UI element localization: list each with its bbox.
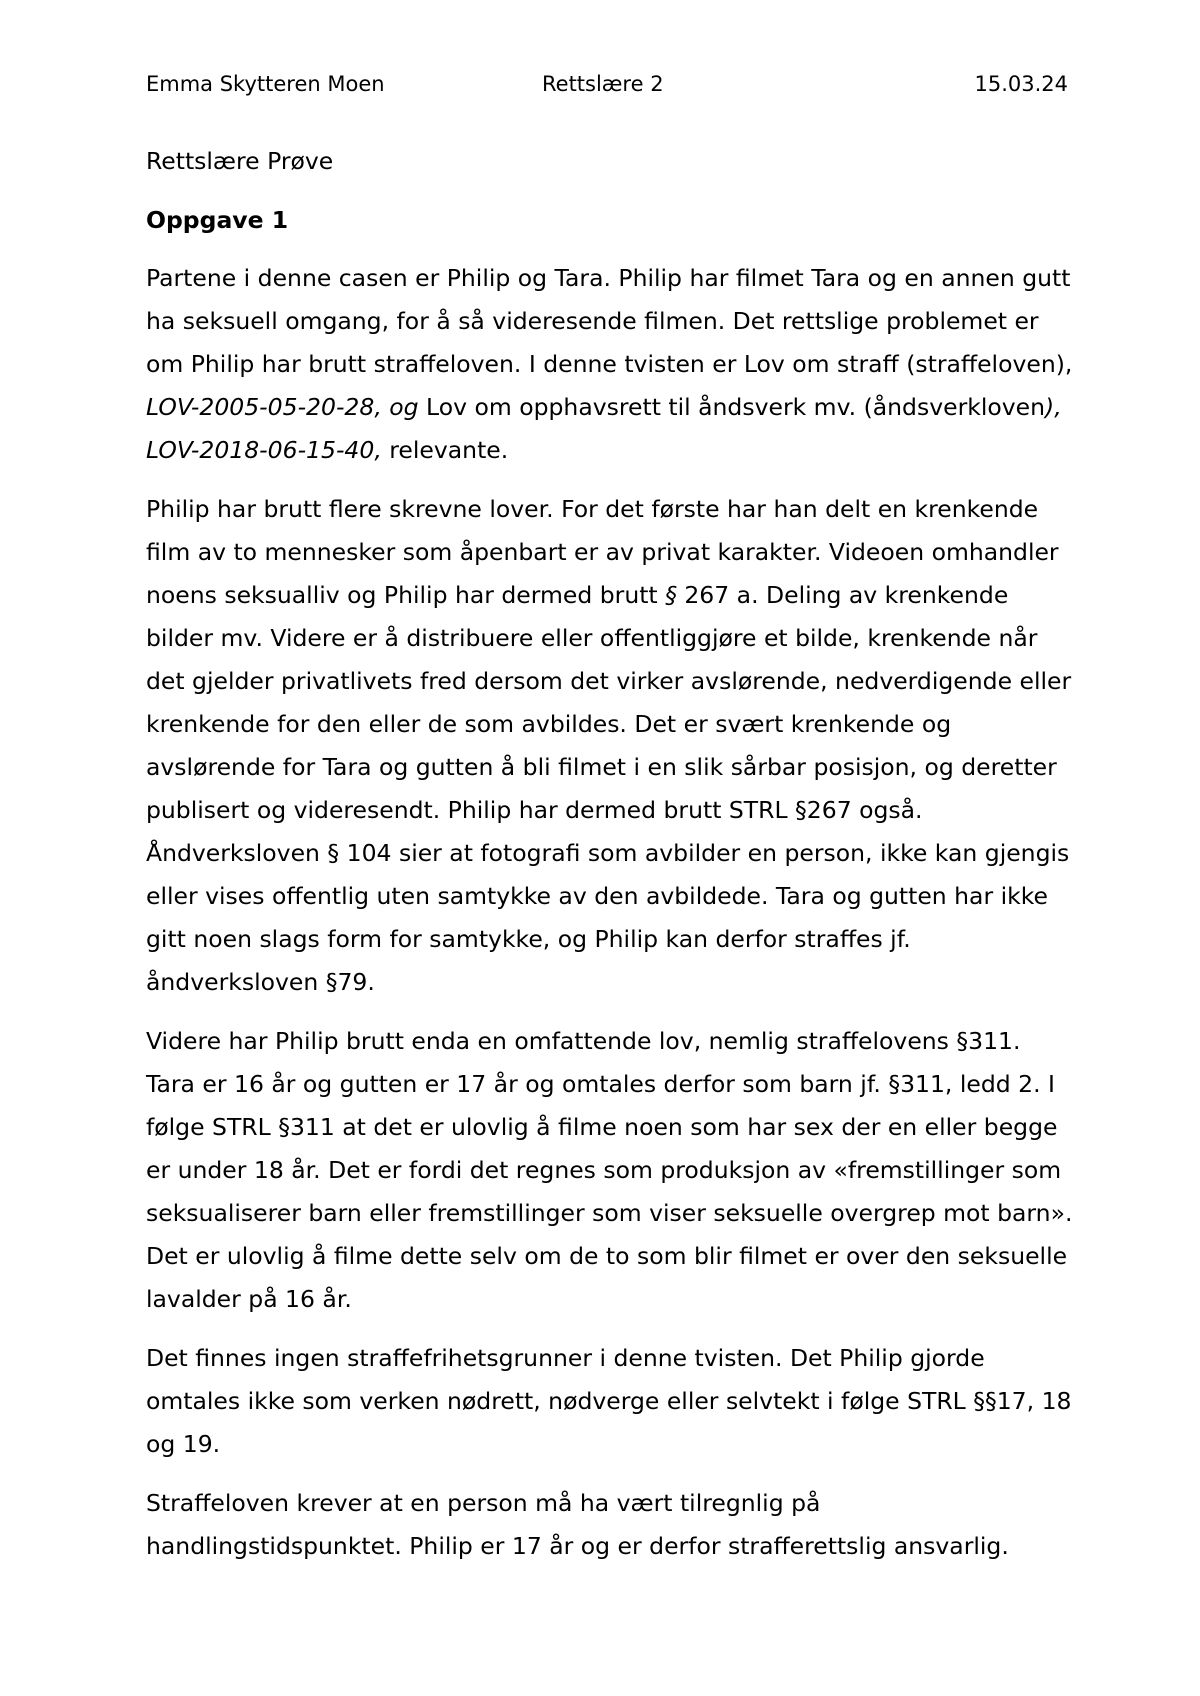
paragraph-section-311 bbox=[146, 1020, 1076, 1321]
header-author: Emma Skytteren Moen bbox=[146, 72, 385, 96]
paragraph-accountability bbox=[146, 1482, 1076, 1568]
header-date: 15.03.24 bbox=[974, 72, 1068, 96]
paragraph-text-italic: § bbox=[665, 581, 677, 609]
paragraph-text: Det finnes ingen straffefrihetsgrunner i denne tvisten. Det Philip gjorde omtales ikke som verken nødrett, nødverge eller selvtekt i følge STRL §§17, 18 og 19. bbox=[146, 1344, 1072, 1458]
document-title: Rettslære Prøve bbox=[146, 147, 334, 175]
paragraph-text-italic: ), LOV-2018-06-15-40, bbox=[146, 393, 1062, 464]
document-body bbox=[146, 140, 1076, 1584]
paragraph-text: relevante. bbox=[381, 436, 509, 464]
paragraph-exemptions bbox=[146, 1337, 1076, 1466]
paragraph-text: Philip har brutt flere skrevne lover. For det første har han delt en krenkende film av to mennesker som åpenbart er av privat karakter. Videoen omhandler noens seksualliv og Philip har dermed brutt bbox=[146, 495, 1059, 609]
paragraph-text: 267 a. Deling av krenkende bilder mv. Videre er å distribuere eller offentliggjøre et bilde, krenkende når det gjelder privatlivets fred dersom det virker avslørende, nedverdigende eller krenkende for den eller de som avbildes. Det er svært krenkende og avslørende for Tara og gutten å bli filmet i en slik sårbar posisjon, og deretter publisert og videresendt. Philip har dermed brutt STRL §267 også. Åndverksloven § 104 sier at fotografi som avbilder en person, ikke kan gjengis eller vises offentlig uten samtykke av den avbildede. Tara og gutten har ikke gitt noen slags form for samtykke, og Philip kan derfor straffes jf. åndverksloven §79. bbox=[146, 581, 1072, 996]
paragraph-violations bbox=[146, 488, 1076, 1004]
header-course: Rettslære 2 bbox=[542, 72, 664, 96]
paragraph-text: Videre har Philip brutt enda en omfattende lov, nemlig straffelovens §311. Tara er 16 år og gutten er 17 år og omtales derfor som barn jf. §311, ledd 2. I følge STRL §311 at det er ulovlig å filme noen som har sex der en eller begge er under 18 år. Det er fordi det regnes som produksjon av «fremstillinger som seksualiserer barn eller fremstillinger som viser seksuelle overgrep mot barn». Det er ulovlig å filme dette selv om de to som blir filmet er over den seksuelle lavalder på 16 år. bbox=[146, 1027, 1073, 1313]
paragraph-text-italic: LOV-2005-05-20-28, og bbox=[146, 393, 419, 421]
page-header bbox=[146, 72, 1068, 102]
paragraph-text: Straffeloven krever at en person må ha vært tilregnlig på handlingstidspunktet. Philip er 17 år og er derfor strafferettslig ansvarlig. bbox=[146, 1489, 1009, 1560]
paragraph-parties bbox=[146, 257, 1076, 472]
section-heading: Oppgave 1 bbox=[146, 206, 289, 234]
paragraph-text: Lov om opphavsrett til åndsverk mv. (åndsverkloven bbox=[418, 393, 1046, 421]
paragraph-text: Partene i denne casen er Philip og Tara. Philip har filmet Tara og en annen gutt ha seksuell omgang, for å så videresende filmen. Det rettslige problemet er om Philip har brutt straffeloven. I denne tvisten er Lov om straff (straffeloven), bbox=[146, 264, 1073, 378]
